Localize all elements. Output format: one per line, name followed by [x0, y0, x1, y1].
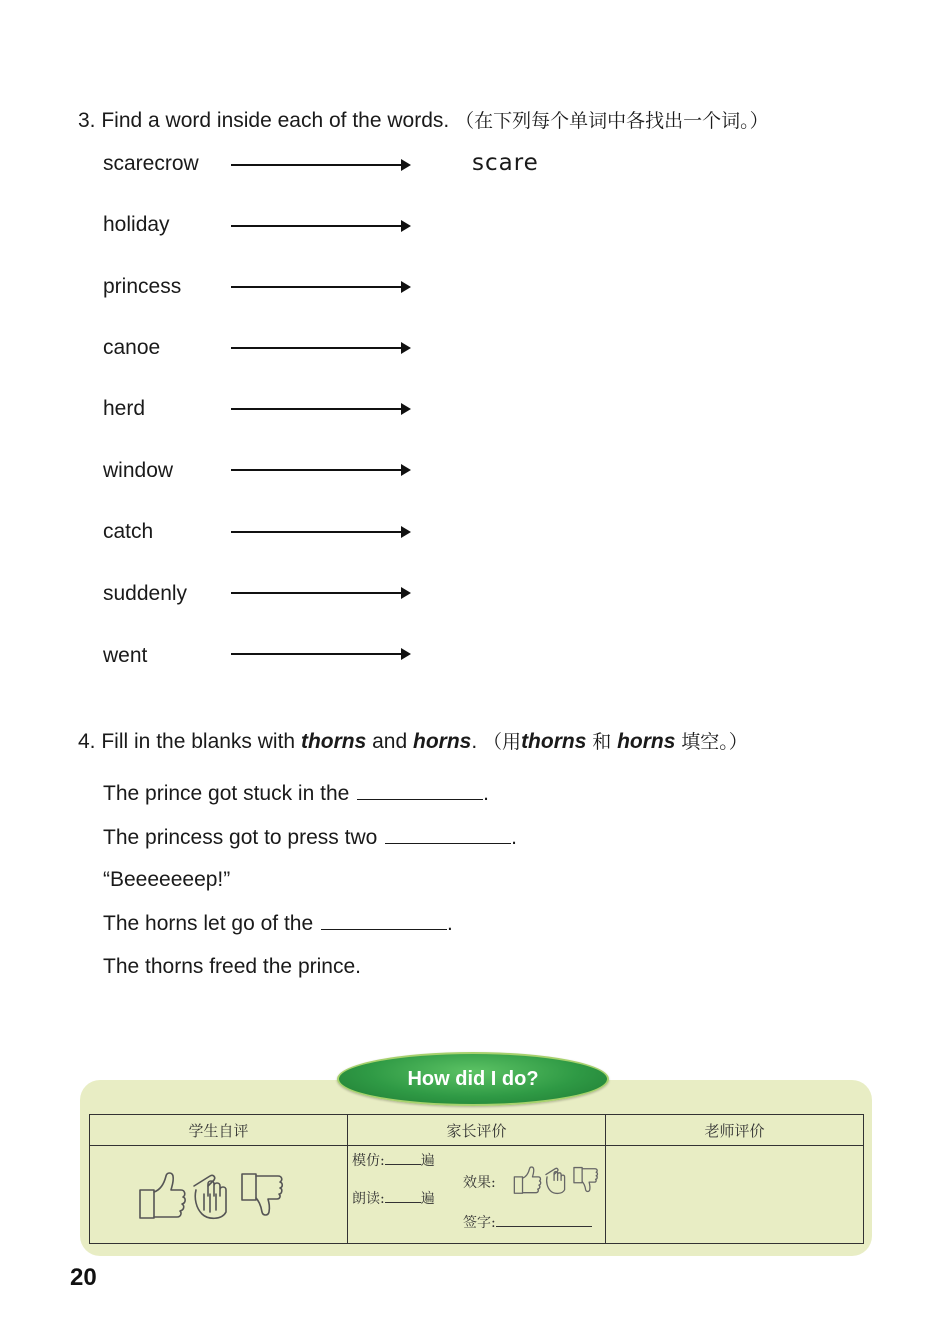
effect-rating-hands	[512, 1164, 602, 1198]
word-scarecrow: scarecrow	[103, 152, 199, 175]
blank-1[interactable]	[357, 781, 483, 800]
arrow-icon	[231, 341, 411, 355]
ok-hand-icon	[194, 1175, 226, 1218]
sentence-2: The princess got to press two .	[103, 826, 517, 849]
imitate-count-field[interactable]	[385, 1152, 421, 1165]
word-princess: princess	[103, 275, 182, 298]
arrow-icon	[231, 586, 411, 600]
sentence-4: The horns let go of the .	[103, 912, 453, 935]
word-window: window	[103, 459, 174, 482]
word-catch: catch	[103, 520, 154, 543]
header-parent: 家长评价	[348, 1115, 606, 1146]
blank-2[interactable]	[385, 825, 511, 844]
thumbs-down-icon	[242, 1174, 282, 1215]
arrow-icon	[231, 525, 411, 539]
arrow-icon	[231, 647, 411, 661]
sentence-1: The prince got stuck in the .	[103, 782, 489, 805]
parent-cell: 模仿: 遍 朗读: 遍 效果: 签字:	[348, 1146, 606, 1244]
sentence-5: The thorns freed the prince.	[103, 955, 361, 978]
signature-field[interactable]	[496, 1214, 592, 1227]
word-holiday: holiday	[103, 213, 170, 236]
blank-3[interactable]	[321, 911, 447, 930]
arrow-icon	[231, 280, 411, 294]
header-student: 学生自评	[90, 1115, 348, 1146]
student-cell	[90, 1146, 348, 1244]
sentence-3: “Beeeeeeep!”	[103, 868, 231, 891]
arrow-icon	[231, 463, 411, 477]
word-suddenly: suddenly	[103, 582, 188, 605]
word-canoe: canoe	[103, 336, 161, 359]
teacher-cell	[606, 1146, 864, 1244]
arrow-icon	[231, 219, 411, 233]
question-3-title: 3. Find a word inside each of the words. （在下列每个单词中各找出一个词。）	[78, 109, 769, 132]
rating-hands	[136, 1168, 290, 1226]
word-herd: herd	[103, 397, 146, 420]
page-number: 20	[70, 1264, 97, 1291]
how-did-i-do-badge: How did I do?	[337, 1052, 609, 1106]
arrow-icon	[231, 402, 411, 416]
header-teacher: 老师评价	[606, 1115, 864, 1146]
evaluation-table	[89, 1114, 864, 1244]
word-went: went	[103, 644, 148, 667]
read-count-field[interactable]	[385, 1190, 421, 1203]
arrow-icon	[231, 158, 411, 172]
thumbs-up-icon	[140, 1173, 185, 1218]
question-4-title: 4. Fill in the blanks with thorns and horns. （用thorns 和 horns 填空。）	[78, 730, 748, 753]
example-answer: scare	[472, 150, 539, 176]
